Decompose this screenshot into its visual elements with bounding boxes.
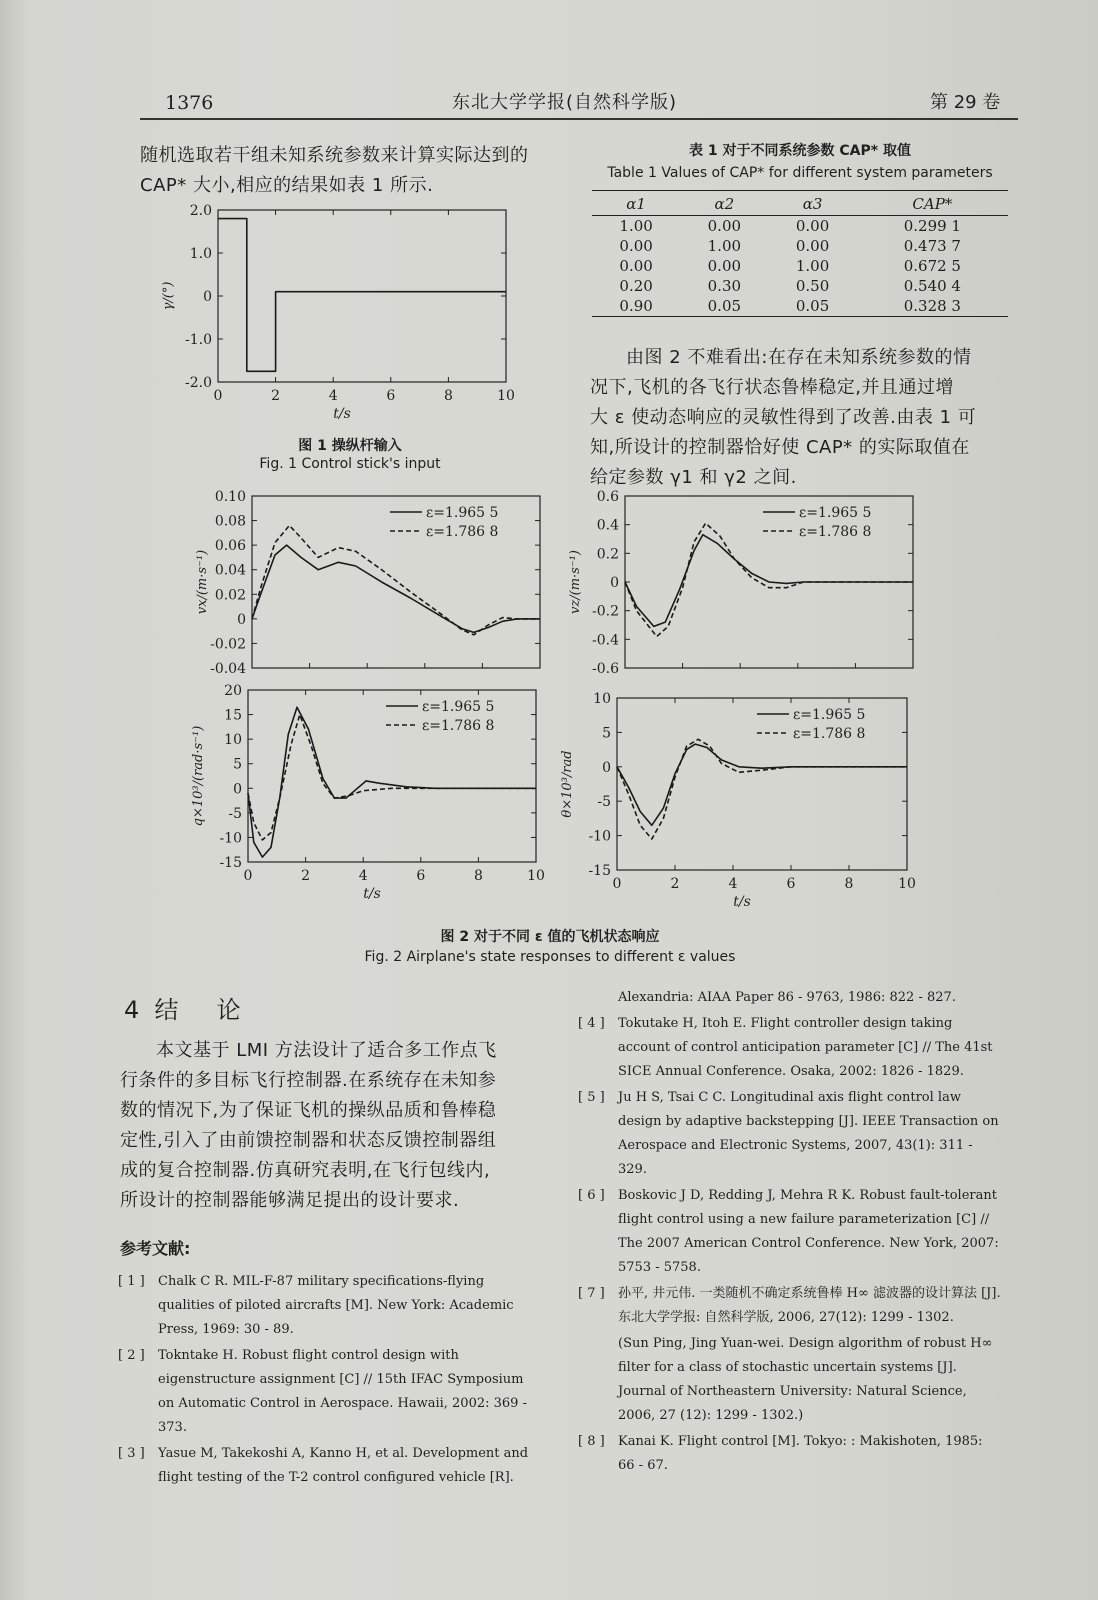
reference-number: [ 5 ] bbox=[578, 1090, 605, 1105]
y-tick-label: 15 bbox=[224, 707, 242, 724]
legend-label: ε=1.786 8 bbox=[426, 524, 499, 540]
table1-cell: 0.00 bbox=[707, 257, 742, 275]
table-row bbox=[592, 216, 1008, 237]
table1-cell: 1.00 bbox=[795, 257, 830, 275]
analysis-line-4: 知,所设计的控制器恰好使 CAP* 的实际取值在 bbox=[590, 437, 970, 458]
references-heading: 参考文献: bbox=[120, 1239, 191, 1258]
conclusion-line-4: 定性,引入了由前馈控制器和状态反馈控制器组 bbox=[120, 1130, 497, 1151]
fig2-vz-chart bbox=[565, 490, 935, 690]
table1-cell: 1.00 bbox=[707, 237, 742, 255]
conclusion-line-1: 本文基于 LMI 方法设计了适合多工作点飞 bbox=[156, 1040, 497, 1061]
reference-number: [ 6 ] bbox=[578, 1188, 605, 1203]
plot-frame bbox=[248, 690, 536, 862]
legend-label: ε=1.786 8 bbox=[799, 524, 872, 540]
reference-item bbox=[578, 1184, 1002, 1280]
x-tick-label: 4 bbox=[358, 868, 368, 884]
table1-cell: 0.672 5 bbox=[903, 257, 961, 275]
y-axis-label: θ×10³/rad bbox=[560, 750, 575, 818]
reference-text: Chalk C R. MIL-F-87 military specifications-flying qualities of piloted aircrafts [M]. New York: Academic Press, 1969: 30 - 89. bbox=[158, 1274, 514, 1337]
x-tick-label: 4 bbox=[328, 388, 338, 404]
y-tick-label: -0.4 bbox=[592, 632, 619, 649]
reference-number: [ 7 ] bbox=[578, 1286, 605, 1301]
y-tick-label: -0.02 bbox=[210, 636, 246, 653]
reference-item bbox=[578, 1332, 1002, 1428]
table1-cell: 0.473 7 bbox=[903, 237, 961, 255]
y-tick-label: -1.0 bbox=[185, 332, 212, 348]
table1-cell: 0.50 bbox=[795, 277, 830, 295]
reference-item bbox=[578, 1430, 1002, 1478]
references-right-column bbox=[578, 986, 1002, 1480]
reference-item bbox=[118, 1344, 538, 1440]
x-tick-label: 6 bbox=[416, 868, 426, 884]
header-rule bbox=[140, 118, 1018, 120]
reference-text: Tokutake H, Itoh E. Flight controller design taking account of control anticipation parameter [C] // The 41st SICE Annual Conference. Osaka, 2002: 1826 - 1829. bbox=[618, 1016, 993, 1079]
conclusion-heading: 4 结 论 bbox=[124, 996, 241, 1024]
fig2-caption-en: Fig. 2 Airplane's state responses to different ε values bbox=[364, 949, 736, 965]
table1-header-0: α1 bbox=[592, 191, 680, 216]
table1-cell: 0.30 bbox=[707, 277, 742, 295]
journal-title: 东北大学学报(自然科学版) bbox=[452, 92, 678, 113]
plot-frame bbox=[252, 496, 540, 668]
x-axis-label: t/s bbox=[363, 886, 381, 902]
series-line-2 bbox=[252, 526, 540, 635]
y-axis-label: q×10³/(rad·s⁻¹) bbox=[191, 725, 206, 827]
legend-label: ε=1.786 8 bbox=[793, 726, 866, 742]
y-tick-label: 0 bbox=[237, 611, 246, 628]
y-tick-label: -0.2 bbox=[592, 603, 619, 620]
x-tick-label: 4 bbox=[728, 876, 738, 892]
y-tick-label: -5 bbox=[597, 794, 611, 811]
table1-cell: 0.299 1 bbox=[903, 217, 961, 235]
y-tick-label: 10 bbox=[593, 691, 611, 707]
reference-text: Yasue M, Takekoshi A, Kanno H, et al. Development and flight testing of the T-2 control configured vehicle [R]. bbox=[158, 1446, 529, 1485]
reference-item bbox=[578, 986, 1002, 1010]
y-tick-label: 0.6 bbox=[596, 489, 619, 505]
fig2-caption-zh: 图 2 对于不同 ε 值的飞机状态响应 bbox=[440, 929, 660, 945]
references-left-column bbox=[118, 1270, 538, 1492]
reference-text: Boskovic J D, Redding J, Mehra R K. Robust fault-tolerant flight control using a new failure parameterization [C] // The 2007 American Control Conference. New York, 2007: 5753 - 5758. bbox=[618, 1188, 999, 1275]
y-tick-label: -10 bbox=[219, 830, 242, 847]
reference-number: [ 2 ] bbox=[118, 1348, 145, 1363]
reference-number: [ 3 ] bbox=[118, 1446, 145, 1461]
reference-item bbox=[118, 1270, 538, 1342]
plot-frame bbox=[617, 698, 907, 870]
legend-label: ε=1.965 5 bbox=[793, 707, 866, 723]
page-number: 1376 bbox=[165, 92, 214, 114]
x-tick-label: 2 bbox=[670, 876, 680, 892]
x-tick-label: 8 bbox=[473, 868, 483, 884]
y-tick-label: 0 bbox=[203, 289, 212, 305]
series-line-1 bbox=[625, 535, 913, 627]
reference-text: (Sun Ping, Jing Yuan-wei. Design algorithm of robust H∞ filter for a class of stochastic uncertain systems [J]. Journal of Northeastern University: Natural Science, 2006, 27 (12): 1299 - 1302.) bbox=[618, 1336, 993, 1423]
y-tick-label: -0.6 bbox=[592, 661, 619, 677]
analysis-line-1: 由图 2 不难看出:在存在未知系统参数的情 bbox=[626, 347, 972, 368]
table1 bbox=[592, 190, 1008, 317]
reference-text: Tokntake H. Robust flight control design with eigenstructure assignment [C] // 15th IFAC Symposium on Automatic Control in Aerospace. Hawaii, 2002: 369 - 373. bbox=[158, 1348, 527, 1435]
table1-header-2: α3 bbox=[768, 191, 856, 216]
conclusion-line-5: 成的复合控制器.仿真研究表明,在飞行包线内, bbox=[120, 1160, 491, 1181]
table1-cell: 0.540 4 bbox=[903, 277, 961, 295]
fig1-caption-zh: 图 1 操纵杆输入 bbox=[298, 438, 402, 454]
table1-header-1: α2 bbox=[680, 191, 768, 216]
fig1-caption-en: Fig. 1 Control stick's input bbox=[259, 456, 441, 472]
y-tick-label: -15 bbox=[588, 863, 611, 879]
x-tick-label: 0 bbox=[612, 876, 622, 892]
reference-item bbox=[578, 1086, 1002, 1182]
y-tick-label: 0.08 bbox=[214, 513, 246, 530]
reference-number: [ 4 ] bbox=[578, 1016, 605, 1031]
x-tick-label: 10 bbox=[497, 388, 515, 404]
reference-text: Ju H S, Tsai C C. Longitudinal axis flight control law design by adaptive backstepping [J]. IEEE Transaction on Aerospace and Electronic Systems, 2007, 43(1): 311 - 329. bbox=[618, 1090, 999, 1177]
x-axis-label: t/s bbox=[333, 406, 351, 422]
y-tick-label: 0 bbox=[602, 759, 611, 776]
y-tick-label: -10 bbox=[588, 828, 611, 845]
x-tick-label: 0 bbox=[243, 868, 253, 884]
y-tick-label: -2.0 bbox=[185, 375, 212, 391]
y-tick-label: 0.06 bbox=[214, 538, 246, 555]
fig1-chart bbox=[150, 198, 540, 423]
table1-title-en: Table 1 Values of CAP* for different system parameters bbox=[607, 165, 993, 181]
table1-cell: 0.05 bbox=[768, 296, 856, 317]
table-row bbox=[592, 256, 1008, 276]
legend-label: ε=1.965 5 bbox=[426, 505, 499, 521]
conclusion-line-2: 行条件的多目标飞行控制器.在系统存在未知参 bbox=[120, 1070, 497, 1091]
y-tick-label: -15 bbox=[219, 855, 242, 871]
x-tick-label: 0 bbox=[213, 388, 223, 404]
x-tick-label: 2 bbox=[301, 868, 311, 884]
reference-item bbox=[578, 1282, 1002, 1330]
table1-cell: 0.90 bbox=[592, 296, 680, 317]
intro-paragraph bbox=[140, 141, 560, 201]
reference-item bbox=[118, 1442, 538, 1490]
table1-cell: 0.00 bbox=[619, 237, 653, 255]
table-row bbox=[592, 296, 1008, 317]
table1-header-3: CAP* bbox=[857, 191, 1008, 216]
conclusion-line-6: 所设计的控制器能够满足提出的设计要求. bbox=[120, 1190, 460, 1211]
y-axis-label: vz/(m·s⁻¹) bbox=[568, 550, 583, 614]
conclusion-paragraph bbox=[120, 1036, 540, 1216]
y-tick-label: 10 bbox=[224, 732, 242, 749]
table1-cell: 0.00 bbox=[795, 217, 830, 235]
y-axis-label: vx/(m·s⁻¹) bbox=[195, 549, 210, 615]
y-tick-label: 0.04 bbox=[214, 562, 246, 579]
y-tick-label: 0.02 bbox=[214, 587, 246, 604]
table-row bbox=[592, 236, 1008, 256]
table1-cell: 0.00 bbox=[707, 217, 742, 235]
series-line-2 bbox=[617, 739, 907, 839]
x-tick-label: 6 bbox=[786, 876, 796, 892]
fig2-vx-chart bbox=[180, 488, 550, 688]
y-tick-label: 0.10 bbox=[214, 489, 246, 505]
table-row bbox=[592, 276, 1008, 296]
x-axis-label: t/s bbox=[733, 894, 751, 910]
y-tick-label: 2.0 bbox=[189, 203, 212, 219]
series-line-1 bbox=[252, 545, 540, 632]
conclusion-line-3: 数的情况下,为了保证飞机的操纵品质和鲁棒稳 bbox=[120, 1100, 497, 1121]
legend-label: ε=1.965 5 bbox=[422, 699, 495, 715]
reference-number: [ 1 ] bbox=[118, 1274, 145, 1289]
plot-frame bbox=[218, 210, 506, 382]
reference-text: Alexandria: AIAA Paper 86 - 9763, 1986: 822 - 827. bbox=[618, 990, 956, 1005]
fig2-q-chart bbox=[180, 684, 550, 914]
table1-cell: 0.328 3 bbox=[857, 296, 1008, 317]
fig2-theta-chart bbox=[560, 688, 935, 914]
y-tick-label: 0 bbox=[233, 781, 242, 798]
reference-number: [ 8 ] bbox=[578, 1434, 605, 1449]
y-tick-label: 5 bbox=[602, 725, 611, 742]
y-tick-label: 5 bbox=[233, 756, 242, 773]
table1-cell: 0.00 bbox=[619, 257, 653, 275]
series-line-2 bbox=[625, 523, 913, 636]
legend-label: ε=1.786 8 bbox=[422, 718, 495, 734]
y-tick-label: -5 bbox=[228, 805, 242, 822]
x-tick-label: 6 bbox=[386, 388, 396, 404]
reference-item bbox=[578, 1012, 1002, 1084]
analysis-line-2: 况下,飞机的各飞行状态鲁棒稳定,并且通过增 bbox=[590, 377, 954, 398]
analysis-line-5: 给定参数 γ1 和 γ2 之间. bbox=[590, 467, 797, 488]
y-tick-label: 20 bbox=[224, 683, 242, 699]
x-tick-label: 8 bbox=[443, 388, 453, 404]
analysis-line-3: 大 ε 使动态响应的灵敏性得到了改善.由表 1 可 bbox=[590, 407, 977, 428]
legend-label: ε=1.965 5 bbox=[799, 505, 872, 521]
y-tick-label: 0.4 bbox=[596, 517, 619, 534]
table1-cell: 0.05 bbox=[680, 296, 768, 317]
series-line-1 bbox=[218, 219, 506, 372]
table1-cell: 0.20 bbox=[619, 277, 653, 295]
x-tick-label: 2 bbox=[271, 388, 281, 404]
y-tick-label: 1.0 bbox=[189, 246, 212, 262]
y-tick-label: 0.2 bbox=[596, 546, 619, 563]
x-tick-label: 10 bbox=[527, 868, 545, 884]
x-tick-label: 8 bbox=[844, 876, 854, 892]
y-tick-label: -0.04 bbox=[210, 661, 246, 677]
table1-cell: 0.00 bbox=[795, 237, 830, 255]
analysis-paragraph bbox=[590, 343, 1020, 493]
intro-line-2: CAP* 大小,相应的结果如表 1 所示. bbox=[140, 175, 434, 196]
volume-number: 第 29 卷 bbox=[930, 92, 1001, 113]
table1-cell: 1.00 bbox=[619, 217, 653, 235]
y-axis-label: γ/(°) bbox=[161, 281, 176, 311]
intro-line-1: 随机选取若干组未知系统参数来计算实际达到的 bbox=[140, 145, 529, 166]
x-tick-label: 10 bbox=[898, 876, 916, 892]
series-line-1 bbox=[617, 744, 907, 825]
reference-text: 孙平, 井元伟. 一类随机不确定系统鲁棒 H∞ 滤波器的设计算法 [J]. 东北大学学报: 自然科学版, 2006, 27(12): 1299 - 1302. bbox=[618, 1286, 1001, 1325]
y-tick-label: 0 bbox=[610, 575, 619, 591]
table1-title-zh: 表 1 对于不同系统参数 CAP* 取值 bbox=[689, 143, 911, 159]
reference-text: Kanai K. Flight control [M]. Tokyo: : Makishoten, 1985: 66 - 67. bbox=[618, 1434, 983, 1473]
